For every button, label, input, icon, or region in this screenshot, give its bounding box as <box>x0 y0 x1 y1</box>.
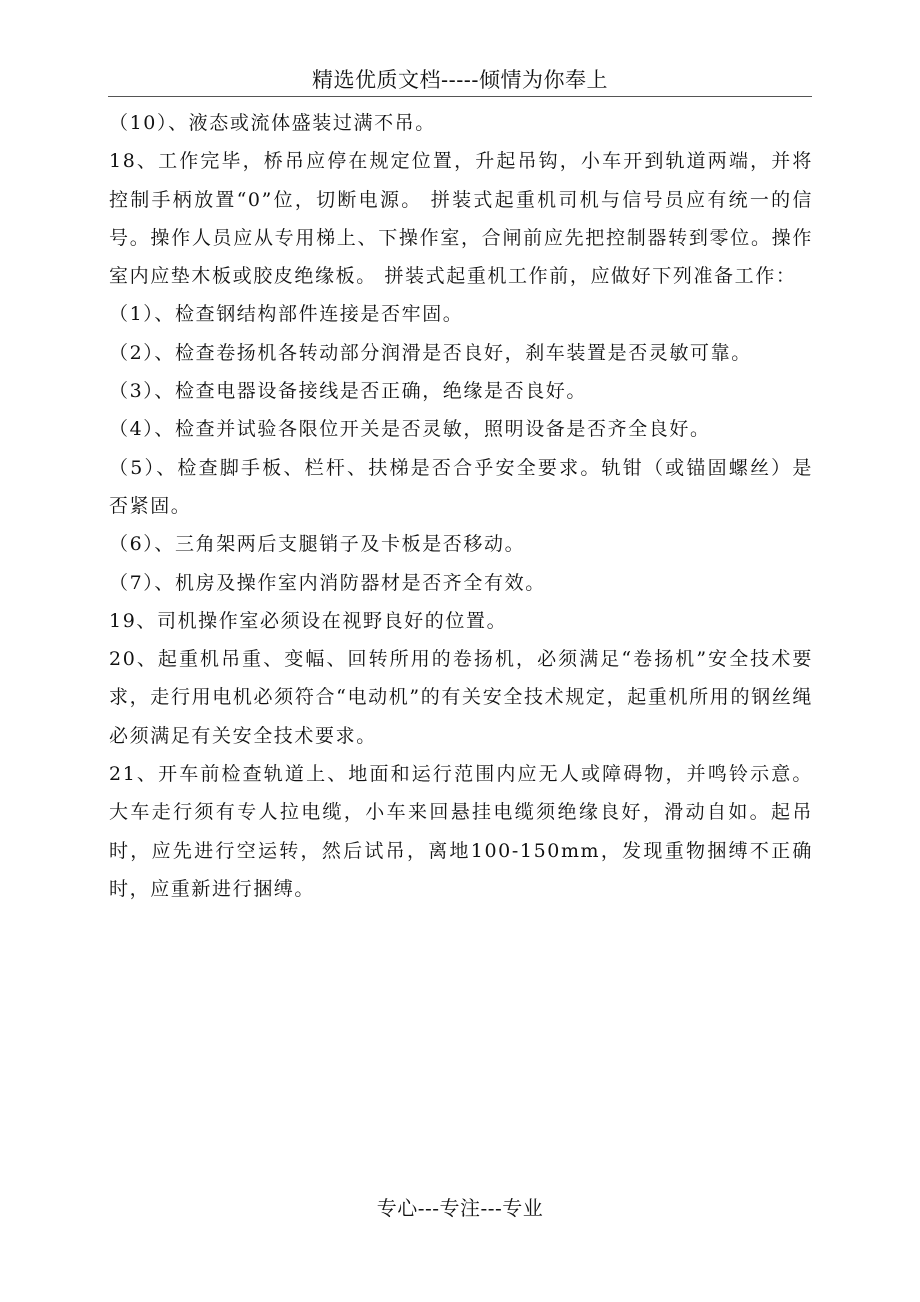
paragraph-check-7: （7）、机房及操作室内消防器材是否齐全有效。 <box>109 571 546 594</box>
page-header: 精选优质文档-----倾情为你奉上 <box>312 68 608 92</box>
paragraph-check-5: （5）、检查脚手板、栏杆、扶梯是否合乎安全要求。轨钳（或锚固螺丝）是否紧固。 <box>109 456 813 517</box>
paragraph-20-winch: 20、起重机吊重、变幅、回转所用的卷扬机，必须满足“卷扬机”安全技术要求，走行用电机必须符合“电动机”的有关安全技术规定，起重机所用的钢丝绳必须满足有关安全技术要求。 <box>109 648 813 747</box>
paragraph-check-6: （6）、三角架两后支腿销子及卡板是否移动。 <box>109 533 526 556</box>
paragraph-18-work-complete: 18、工作完毕，桥吊应停在规定位置，升起吊钩，小车开到轨道两端，并将控制手柄放置“0”位，切断电源。 拼装式起重机司机与信号员应有统一的信号。操作人员应从专用梯上、下操作室，合闸前应先把控制器转到零位。操作室内应垫木板或胶皮绝缘板。 拼装式起重机工作前，应做好下列准备工作： <box>109 150 813 288</box>
paragraph-10-liquid: （10）、液态或流体盛装过满不吊。 <box>109 112 436 134</box>
paragraph-21-startup: 21、开车前检查轨道上、地面和运行范围内应无人或障碍物，并鸣铃示意。大车走行须有专人拉电缆，小车来回悬挂电缆须绝缘良好，滑动自如。起吊时，应先进行空运转，然后试吊，离地100-150mm，发现重物捆缚不正确时，应重新进行捆缚。 <box>109 763 813 900</box>
paragraph-check-4: （4）、检查并试验各限位开关是否灵敏，照明设备是否齐全良好。 <box>109 418 711 441</box>
header-divider <box>108 96 812 97</box>
paragraph-19-cab: 19、司机操作室必须设在视野良好的位置。 <box>109 609 508 632</box>
paragraph-check-2: （2）、检查卷扬机各转动部分润滑是否良好，刹车装置是否灵敏可靠。 <box>109 341 752 364</box>
page-footer: 专心---专注---专业 <box>376 1196 544 1220</box>
document-body <box>109 104 813 908</box>
paragraph-check-3: （3）、检查电器设备接线是否正确，绝缘是否良好。 <box>109 380 587 403</box>
paragraph-check-1: （1）、检查钢结构部件连接是否牢固。 <box>109 303 464 326</box>
